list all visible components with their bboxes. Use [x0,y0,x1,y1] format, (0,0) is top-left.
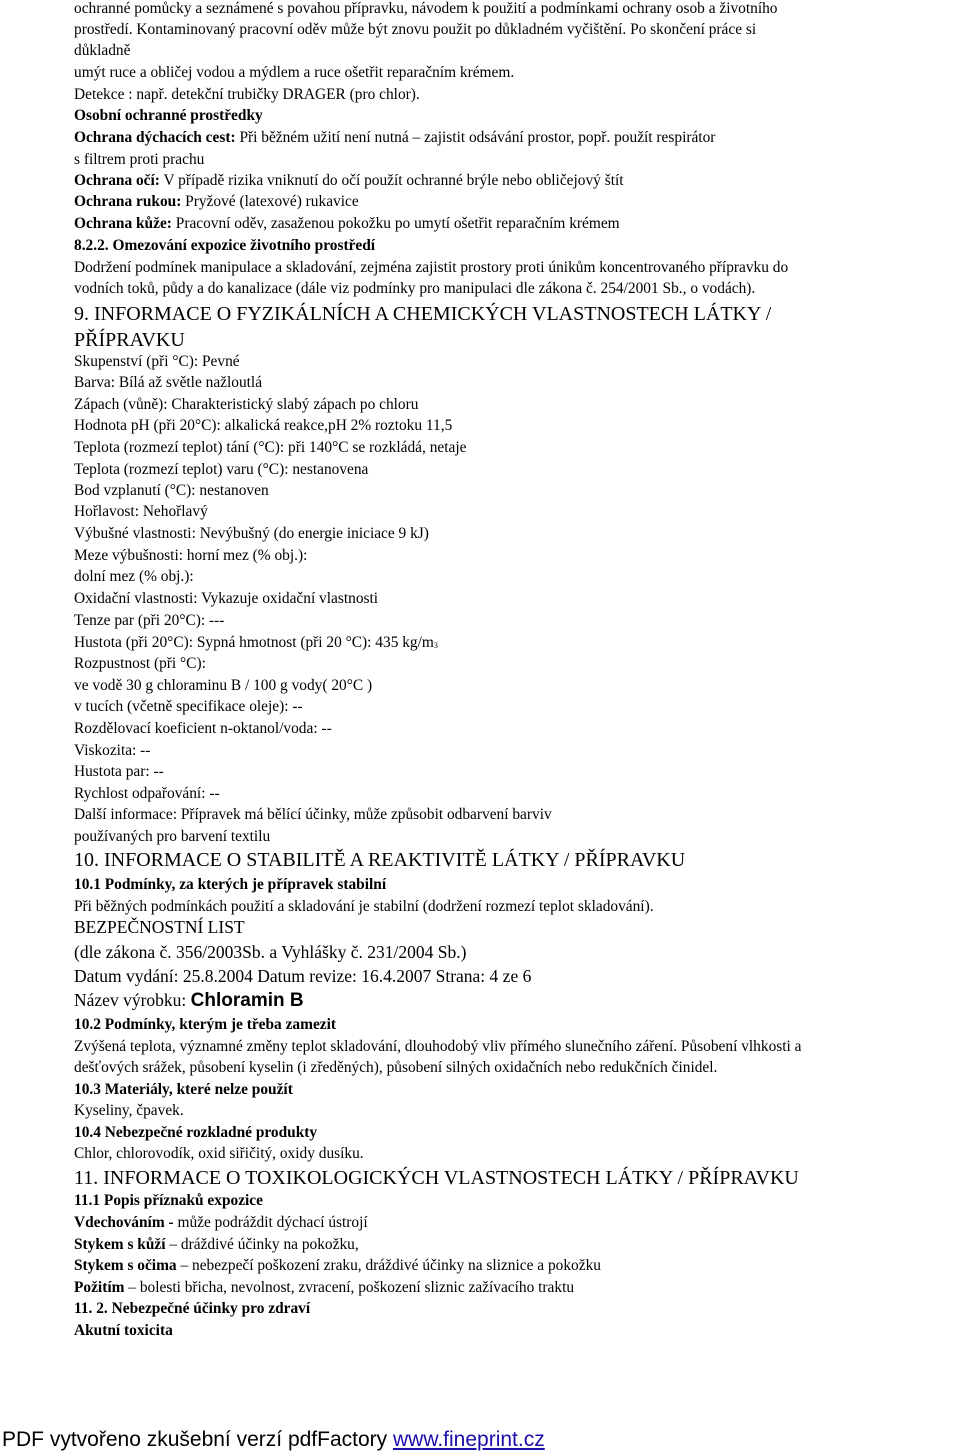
text-line [74,1257,601,1275]
term-text: může podráždit dýchací ústrojí [173,1214,368,1231]
term-label: Stykem s kůží [74,1236,166,1253]
text-line: důkladně [74,42,131,59]
term-text: Pracovní oděv, zasaženou pokožku po umytí ošetřit reparačním krémem [171,215,620,232]
term-text: – dráždivé účinky na pokožku, [165,1236,359,1253]
text-line: Viskozita: -- [74,742,151,759]
text-line: umýt ruce a obličej vodou a mýdlem a ruce ošetřit reparačním krémem. [74,64,515,81]
text-line: Výbušné vlastnosti: Nevýbušný (do energie iniciace 9 kJ) [74,525,429,542]
text-line: Detekce : např. detekční trubičky DRAGER (pro chlor). [74,86,420,103]
footer-link[interactable]: www.fineprint.cz [392,1428,545,1451]
text-line: Zvýšená teplota, významné změny teplot skladování, dlouhodobý vliv přímého slunečního záření. Působení vlhkosti a [74,1038,802,1055]
text-line: Při běžných podmínkách použití a skladování je stabilní (dodržení rozmezí teplot skladování). [74,898,654,915]
section-heading: 10.2 Podmínky, kterým je třeba zamezit [74,1016,337,1033]
text-line: používaných pro barvení textilu [74,828,271,845]
term-text: Při běžném užití není nutná – zajistit odsávání prostor, popř. použít respirátor [235,129,716,146]
text-line: Skupenství (při °C): Pevné [74,353,240,370]
chapter-heading: 11. INFORMACE O TOXIKOLOGICKÝCH VLASTNOSTECH LÁTKY / PŘÍPRAVKU [74,1167,799,1189]
unit-subscript: 3 [433,641,438,650]
text-line: Tenze par (při 20°C): --- [74,612,225,629]
product-name: Chloramin B [190,990,304,1011]
text-segment: Hustota (při 20°C): Sypná hmotnost (při 20 °C): 435 kg/m [74,634,434,651]
product-label: Název výrobku: [74,990,191,1010]
text-line: Rychlost odpařování: -- [74,785,220,802]
term-label: Vdechováním - [74,1214,174,1231]
text-line: Chlor, chlorovodík, oxid siřičitý, oxidy dusíku. [74,1145,364,1162]
text-line [74,634,438,655]
sheet-legal-basis: (dle zákona č. 356/2003Sb. a Vyhlášky č. 231/2004 Sb.) [74,942,467,962]
section-heading: 8.2.2. Omezování expozice životního prostředí [74,237,376,254]
term-text: – bolesti břicha, nevolnost, zvracení, poškození sliznic zažívacího traktu [124,1279,575,1296]
term-label: Stykem s očima [74,1257,177,1274]
text-line [74,193,359,211]
sheet-title: BEZPEČNOSTNÍ LIST [74,917,245,937]
section-heading: Akutní toxicita [74,1322,173,1339]
chapter-heading: 9. INFORMACE O FYZIKÁLNÍCH A CHEMICKÝCH VLASTNOSTECH LÁTKY / [74,303,772,325]
footer-text: PDF vytvořeno zkušební verzí pdfFactory [2,1428,393,1451]
term-label: Ochrana dýchacích cest: [74,129,236,146]
section-heading: Osobní ochranné prostředky [74,107,263,124]
text-line: vodních toků, půdy a do kanalizace (dále viz podmínky pro manipulaci dle zákona č. 254/2001 Sb., o vodách). [74,280,756,297]
text-line: Hodnota pH (při 20°C): alkalická reakce,pH 2% roztoku 11,5 [74,417,453,434]
text-line: Hořlavost: Nehořlavý [74,503,208,520]
text-line: Teplota (rozmezí teplot) tání (°C): při 140°C se rozkládá, netaje [74,439,467,456]
term-label: Ochrana očí: [74,172,160,189]
text-line: Kyseliny, čpavek. [74,1102,184,1119]
section-heading: 10.4 Nebezpečné rozkladné produkty [74,1124,318,1141]
term-label: Ochrana rukou: [74,193,182,210]
text-line: s filtrem proti prachu [74,151,205,168]
section-heading: 10.3 Materiály, které nelze použít [74,1081,293,1098]
text-line: Meze výbušnosti: horní mez (% obj.): [74,547,308,564]
text-line: v tucích (včetně specifikace oleje): -- [74,698,303,715]
term-text: V případě rizika vniknutí do očí použít ochranné brýle nebo obličejový štít [159,172,624,189]
text-line: dešťových srážek, působení kyselin (i zředěných), působení silných oxidačních nebo redukčních činidel. [74,1059,718,1076]
text-line: Rozdělovací koeficient n-oktanol/voda: -- [74,720,332,737]
text-line [74,1279,574,1297]
term-label: Požitím [74,1279,125,1296]
text-line: Bod vzplanutí (°C): nestanoven [74,482,269,499]
text-line [74,129,715,147]
text-line: Teplota (rozmezí teplot) varu (°C): nestanovena [74,461,369,478]
chapter-heading: PŘÍPRAVKU [74,329,185,351]
text-line: ve vodě 30 g chloraminu B / 100 g vody( 20°C ) [74,677,373,694]
text-line: dolní mez (% obj.): [74,568,194,585]
text-line [74,215,620,233]
text-line: Hustota par: -- [74,763,164,780]
text-line: Oxidační vlastnosti: Vykazuje oxidační vlastnosti [74,590,379,607]
sheet-dates: Datum vydání: 25.8.2004 Datum revize: 16.4.2007 Strana: 4 ze 6 [74,966,532,986]
text-line: ochranné pomůcky a seznámené s povahou přípravku, návodem k použití a podmínkami ochrany osob a životního [74,0,778,17]
text-line: Rozpustnost (při °C): [74,655,206,672]
text-line [74,1214,368,1232]
text-line [74,172,624,190]
text-line: prostředí. Kontaminovaný pracovní oděv může být znovu použit po důkladném vyčištění. Po skončení práce si [74,21,757,38]
term-text: Pryžové (latexové) rukavice [181,193,359,210]
pdf-footer [2,1427,545,1453]
chapter-heading: 10. INFORMACE O STABILITĚ A REAKTIVITĚ LÁTKY / PŘÍPRAVKU [74,849,686,871]
text-line: Barva: Bílá až světle nažloutlá [74,374,263,391]
product-line [74,990,304,1011]
term-label: Ochrana kůže: [74,215,172,232]
term-text: – nebezpečí poškození zraku, dráždivé účinky na sliznice a pokožku [176,1257,601,1274]
section-heading: 11. 2. Nebezpečné účinky pro zdraví [74,1300,311,1317]
section-heading: 10.1 Podmínky, za kterých je přípravek stabilní [74,876,387,893]
text-line [74,1236,359,1254]
text-line: Dodržení podmínek manipulace a skladování, zejména zajistit prostory proti únikům koncentrovaného přípravku do [74,259,789,276]
section-heading: 11.1 Popis příznaků expozice [74,1192,263,1209]
text-line: Zápach (vůně): Charakteristický slabý zápach po chloru [74,396,419,413]
text-line: Další informace: Přípravek má bělící účinky, může způsobit odbarvení barviv [74,806,552,823]
